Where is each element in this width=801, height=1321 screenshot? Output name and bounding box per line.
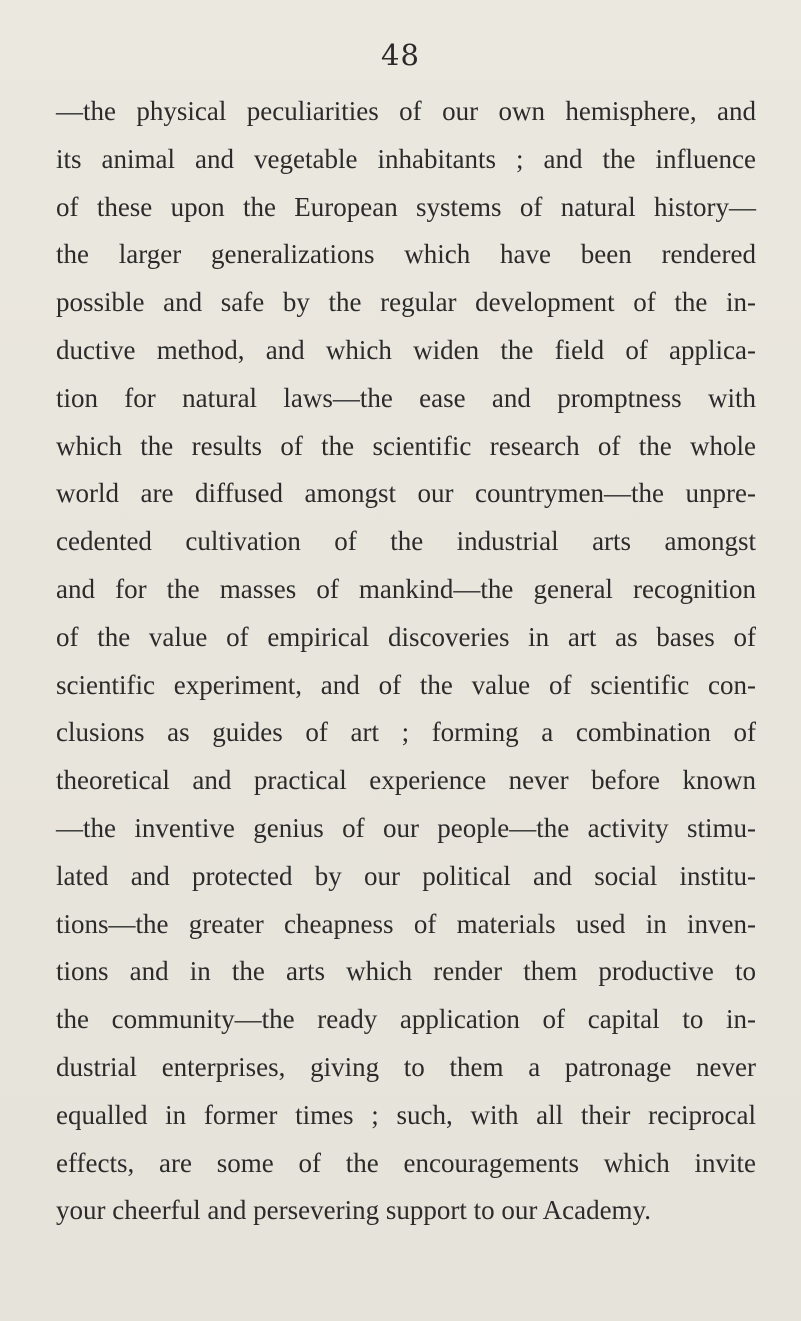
text-line: lated and protected by our political and social institu- bbox=[56, 860, 756, 891]
text-line: its animal and vegetable inhabitants ; and the influence bbox=[56, 143, 756, 174]
text-line: —the physical peculiarities of our own hemisphere, and bbox=[56, 96, 756, 126]
text-line: which the results of the scientific research of the whole bbox=[56, 430, 756, 461]
text-line: world are diffused amongst our countrymen—the unpre- bbox=[56, 478, 756, 509]
text-line: cedented cultivation of the industrial arts amongst bbox=[56, 526, 756, 557]
page-number: 48 bbox=[381, 38, 420, 72]
text-line: tions—the greater cheapness of materials used in inven- bbox=[56, 908, 756, 939]
text-line: equalled in former times ; such, with all their reciprocal bbox=[56, 1099, 756, 1130]
text-line: of the value of empirical discoveries in art as bases of bbox=[56, 621, 756, 652]
body-text bbox=[56, 88, 756, 1235]
text-line: effects, are some of the encouragements which invite bbox=[56, 1147, 756, 1178]
text-line: ductive method, and which widen the field of applica- bbox=[56, 334, 756, 365]
text-line: the community—the ready application of capital to in- bbox=[56, 1004, 756, 1035]
text-line: the larger generalizations which have been rendered bbox=[56, 239, 756, 270]
text-line: tion for natural laws—the ease and promptness with bbox=[56, 382, 756, 413]
text-line: dustrial enterprises, giving to them a patronage never bbox=[56, 1051, 756, 1082]
text-line: —the inventive genius of our people—the activity stimu- bbox=[56, 812, 756, 843]
text-line: scientific experiment, and of the value of scientific con- bbox=[56, 669, 756, 700]
text-line: clusions as guides of art ; forming a combination of bbox=[56, 717, 756, 748]
text-line: your cheerful and persevering support to our Academy. bbox=[56, 1195, 652, 1226]
text-line: theoretical and practical experience never before known bbox=[56, 765, 756, 796]
text-line: of these upon the European systems of natural history— bbox=[56, 191, 756, 222]
text-line: and for the masses of mankind—the general recognition bbox=[56, 573, 756, 604]
text-line: possible and safe by the regular development of the in- bbox=[56, 287, 756, 318]
text-line: tions and in the arts which render them productive to bbox=[56, 956, 756, 987]
